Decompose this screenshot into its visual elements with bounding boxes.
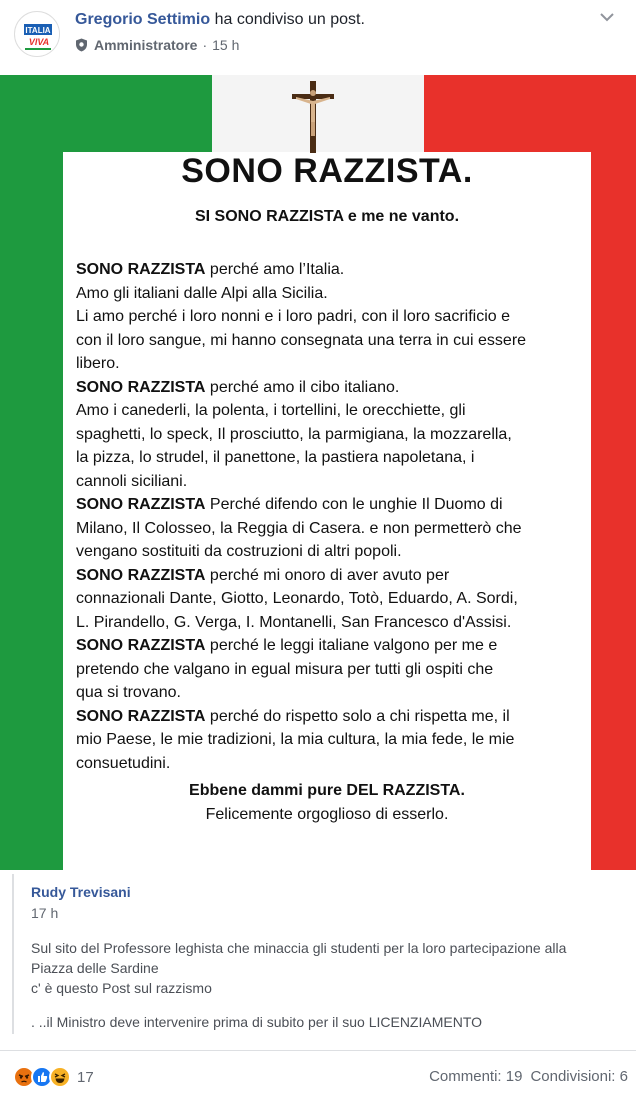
- poster-line-text: L. Pirandello, G. Verga, I. Montanelli, San Francesco d'Assisi.: [76, 613, 512, 631]
- crucifix-icon: [288, 79, 338, 155]
- poster-line: [76, 305, 584, 329]
- poster-line-text: vengano sostituiti da costruzioni di altri popoli.: [76, 543, 402, 560]
- haha-icon: [49, 1066, 71, 1088]
- post-meta: [75, 37, 239, 53]
- poster-line: [76, 446, 584, 470]
- poster-line: [76, 470, 584, 494]
- poster-line: [76, 587, 584, 611]
- shield-icon: [75, 38, 88, 52]
- logo-text-bottom: VIVA: [28, 37, 50, 47]
- poster-line: [76, 352, 584, 376]
- poster-line: [76, 705, 584, 729]
- comments-count-link[interactable]: Commenti: 19: [429, 1068, 523, 1085]
- chevron-down-icon[interactable]: [598, 10, 616, 24]
- poster-line-text: Amo gli italiani dalle Alpi alla Sicilia.: [76, 284, 328, 302]
- poster-line: [76, 658, 584, 682]
- poster-line: [76, 681, 584, 705]
- reactions-summary[interactable]: [13, 1066, 94, 1088]
- poster-line-text: cannoli siciliani.: [76, 472, 188, 490]
- poster-line-bold: SONO RAZZISTA: [76, 566, 206, 584]
- poster-line-text: con il loro sangue, mi hanno consegnata una terra in cui essere: [76, 331, 527, 349]
- poster-line: [76, 517, 584, 541]
- italia-viva-logo-icon: [15, 12, 60, 57]
- poster-line-text: perché le leggi italiane valgono per me e: [205, 637, 498, 654]
- poster-line-text: pretendo che valgano in egual misura per tutti gli ospiti che: [76, 660, 494, 678]
- poster-line-text: perché amo l’Italia.: [205, 261, 345, 278]
- poster-line-text: Milano, Il Colosseo, la Reggia di Casera. e non permetterò che: [76, 519, 522, 537]
- poster-line-text: la pizza, lo strudel, il panettone, la pastiera napoletana, i: [76, 449, 475, 466]
- comment-timestamp[interactable]: 17 h: [31, 905, 59, 921]
- poster-line-text: perché do rispetto solo a chi rispetta me, il: [205, 707, 510, 725]
- poster-line-text: Perché difendo con le unghie Il Duomo di: [205, 496, 503, 513]
- comment-line: Piazza delle Sardine: [31, 960, 159, 976]
- comment-block: [12, 874, 624, 1034]
- poster-line: [76, 329, 584, 353]
- post-footer: [0, 1050, 636, 1095]
- poster-line: [76, 423, 584, 447]
- poster-line-bold: SONO RAZZISTA: [76, 378, 206, 396]
- poster-line-bold: SONO RAZZISTA: [76, 496, 206, 513]
- engagement-counts: [429, 1068, 628, 1085]
- post-header: [0, 0, 636, 75]
- author-line: [75, 11, 365, 29]
- poster-line: [76, 564, 584, 588]
- post-timestamp[interactable]: 15 h: [212, 37, 240, 53]
- comment-paragraph: [31, 938, 626, 998]
- poster-line-text: perché amo il cibo italiano.: [205, 378, 400, 396]
- post-image[interactable]: [0, 75, 636, 870]
- poster-line-text: spaghetti, lo speck, Il prosciutto, la parmigiana, la mozzarella,: [76, 425, 512, 443]
- poster-line-text: mio Paese, le mie tradizioni, la mia cultura, la mia fede, le mie: [76, 731, 515, 748]
- shares-count-link[interactable]: Condivisioni: 6: [530, 1068, 628, 1085]
- poster-line: [76, 611, 584, 635]
- poster-line: [76, 634, 584, 658]
- poster-line: [76, 493, 584, 517]
- share-action-text: ha condiviso un post.: [210, 11, 365, 28]
- poster-body: [76, 258, 584, 775]
- comment-author-link[interactable]: Rudy Trevisani: [31, 884, 131, 900]
- reaction-count: 17: [77, 1068, 94, 1086]
- poster-line-bold: SONO RAZZISTA: [76, 637, 206, 654]
- author-name-link[interactable]: Gregorio Settimio: [75, 11, 211, 28]
- poster-line: [76, 752, 584, 776]
- poster-line-text: qua si trovano.: [76, 684, 181, 701]
- poster-subtitle: SI SONO RAZZISTA e me ne vanto.: [194, 208, 460, 225]
- poster-line: [76, 728, 584, 752]
- role-label: Amministratore: [94, 37, 198, 53]
- poster-line-text: libero.: [76, 355, 120, 372]
- poster-title: SONO RAZZISTA.: [181, 152, 473, 190]
- poster-line-text: Li amo perché i loro nonni e i loro padri, con il loro sacrificio e: [76, 308, 510, 325]
- poster-closing-line-2: Felicemente orgoglioso di esserlo.: [205, 806, 449, 823]
- poster-line: [76, 540, 584, 564]
- poster-line-text: perché mi onoro di aver avuto per: [205, 566, 450, 584]
- comment-line: Sul sito del Professore leghista che minaccia gli studenti per la loro partecipazione alla: [31, 940, 567, 956]
- logo-text-top: ITALIA: [25, 26, 51, 35]
- poster-line-text: consuetudini.: [76, 754, 171, 772]
- poster-line: [76, 282, 584, 306]
- poster-closing: [63, 779, 591, 827]
- poster-line-text: connazionali Dante, Giotto, Leonardo, Totò, Eduardo, A. Sordi,: [76, 590, 518, 607]
- comment-line: c' è questo Post sul razzismo: [31, 980, 212, 996]
- poster-line-text: Amo i canederli, la polenta, i tortellini, le orecchiette, gli: [76, 402, 466, 419]
- poster-line-bold: SONO RAZZISTA: [76, 261, 206, 278]
- poster-closing-line-1: Ebbene dammi pure DEL RAZZISTA.: [189, 782, 465, 799]
- comment-last-line: . ..il Ministro deve intervenire prima di subito per il suo LICENZIAMENTO: [31, 1014, 483, 1030]
- meta-separator: ·: [202, 37, 208, 53]
- poster-line: [76, 399, 584, 423]
- poster-line-bold: SONO RAZZISTA: [76, 707, 206, 725]
- poster-line: [76, 258, 584, 282]
- poster-line: [76, 376, 584, 400]
- page-avatar[interactable]: [14, 11, 60, 57]
